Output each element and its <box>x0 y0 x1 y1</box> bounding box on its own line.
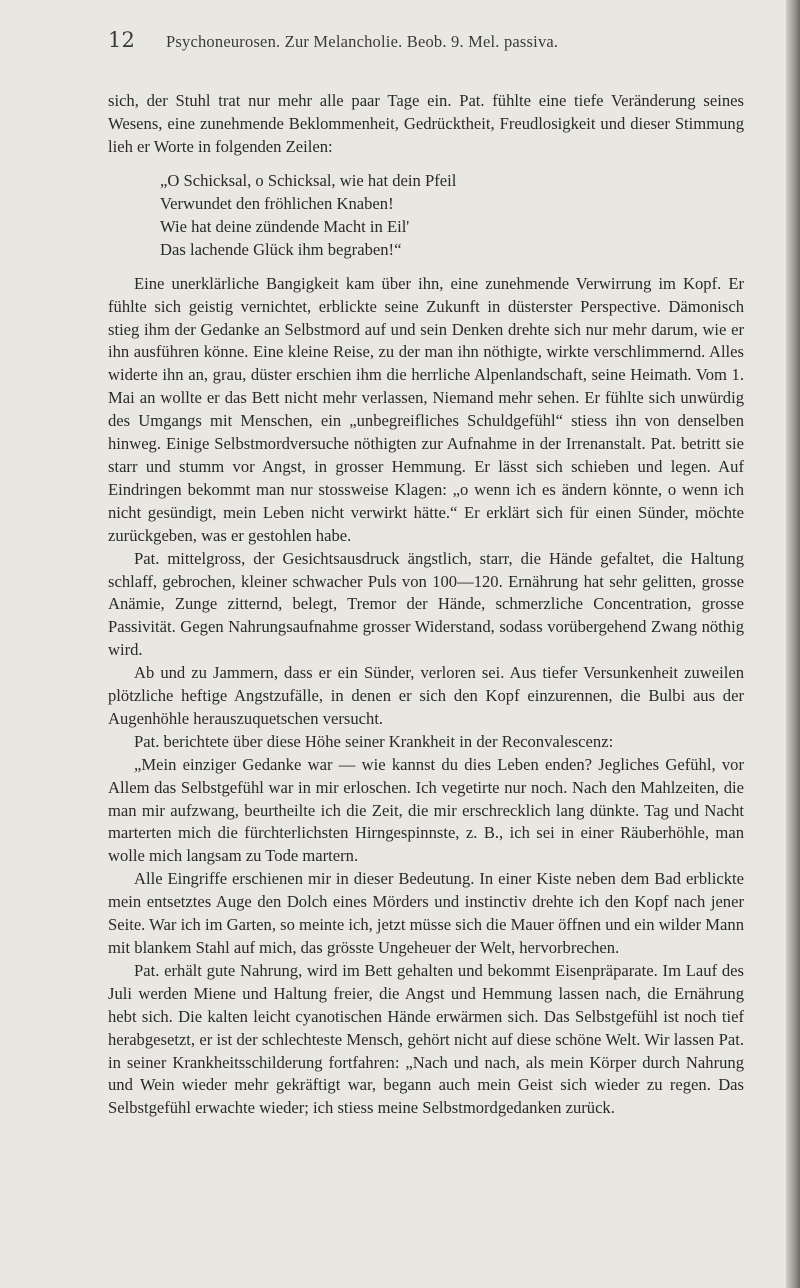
page-edge-shadow <box>786 0 800 1288</box>
poem-line: Wie hat deine zündende Macht in Eil' <box>160 216 410 236</box>
poem-line: Das lachende Glück ihm begraben!“ <box>160 239 402 259</box>
running-title: Psychoneurosen. Zur Melancholie. Beob. 9. Mel. passiva. <box>166 32 559 51</box>
page-header <box>108 28 744 52</box>
paragraph: Ab und zu Jammern, dass er ein Sünder, verloren sei. Aus tiefer Versunkenheit zuweilen plötzliche heftige Angstzufälle, in denen er sich den Kopf einzurennen, die Bulbi aus der Augenhöhle herauszuquetschen versucht. <box>108 663 744 728</box>
paragraph: Pat. erhält gute Nahrung, wird im Bett gehalten und bekommt Eisenpräparate. Im Lauf des Juli werden Miene und Haltung freier, die Angst und Hemmung lassen nach, die Ernährung hebt sich. Die kalten leicht cyanotischen Hände erwärmen sich. Das Selbstgefühl ist noch tief herabgesetzt, er ist der schlechteste Mensch, gehört nicht auf diese schöne Welt. Wir lassen Pat. in seiner Krankheitsschilderung fortfahren: „Nach und nach, als mein Körper durch Nahrung und Wein wieder mehr gekräftigt war, begann auch mein Geist sich wieder zu regen. Das Selbstgefühl erwachte wieder; ich stiess meine Selbstmordgedanken zurück. <box>108 960 744 1118</box>
poem <box>160 169 744 261</box>
page-body <box>108 90 744 1120</box>
paragraph: „Mein einziger Gedanke war — wie kannst du dies Leben enden? Jegliches Gefühl, vor Allem das Selbstgefühl war in mir erloschen. Ich vegetirte nur noch. Nach den Mahlzeiten, die man mir aufzwang, beurtheilte ich die Zeit, die mir erschrecklich lang dünkte. Tag und Nacht marterten mich die fürchterlichsten Hirngespinnste, z. B., ich sei in einer Räuberhöhle, man wolle mich langsam zu Tode martern. <box>108 754 744 866</box>
page-number: 12 <box>108 28 136 52</box>
paragraph: Pat. berichtete über diese Höhe seiner Krankheit in der Reconvalescenz: <box>134 731 614 751</box>
poem-line: Verwundet den fröhlichen Knaben! <box>160 193 394 213</box>
poem-line: „O Schicksal, o Schicksal, wie hat dein Pfeil <box>160 170 457 190</box>
paragraph: Alle Eingriffe erschienen mir in dieser Bedeutung. In einer Kiste neben dem Bad erblickte mein entsetztes Auge den Dolch eines Mörders und instinctiv drehte ich den Kopf nach jener Seite. War ich im Garten, so meinte ich, jetzt müsse sich die Mauer öffnen und ein wilder Mann mit blankem Stahl auf mich, das grösste Ungeheuer der Welt, hervorbrechen. <box>108 869 744 957</box>
paragraph-intro: sich, der Stuhl trat nur mehr alle paar Tage ein. Pat. fühlte eine tiefe Veränderung seines Wesens, eine zunehmende Beklommenheit, Gedrücktheit, Freudlosigkeit und dieser Stimmung lieh er Worte in folgenden Zeilen: <box>108 91 744 156</box>
paragraph: Pat. mittelgross, der Gesichtsausdruck ängstlich, starr, die Hände gefaltet, die Haltung schlaff, gebrochen, kleiner schwacher Puls von 100—120. Ernährung hat sehr gelitten, grosse Anämie, Zunge zitternd, belegt, Tremor der Hände, schmerzliche Concentration, grosse Passivität. Gegen Nahrungsaufnahme grosser Widerstand, sodass vorübergehend Zwang nöthig wird. <box>108 548 744 660</box>
paragraph: Eine unerklärliche Bangigkeit kam über ihn, eine zunehmende Verwirrung im Kopf. Er fühlte sich geistig vernichtet, erblickte seine Zukunft in düsterster Perspective. Dämonisch stieg ihm der Gedanke an Selbstmord auf und sein Denken drehte sich nur mehr darum, wie er ihn ausführen könne. Eine kleine Reise, zu der man ihn nöthigte, wirkte verschlimmernd. Alles widerte ihn an, grau, düster erschien ihm die herrliche Alpenlandschaft, seine Heimath. Vom 1. Mai an wollte er das Bett nicht mehr verlassen, Niemand mehr sehen. Er fühlte sich unwürdig des Umgangs mit Menschen, ein „unbegreifliches Schuldgefühl“ stiess ihn von denselben hinweg. Einige Selbstmordversuche nöthigten zur Aufnahme in der Irrenanstalt. Pat. betritt sie starr und stumm vor Angst, in grosser Hemmung. Er lässt sich schieben und legen. Auf Eindringen bekommt man nur stossweise Klagen: „o wenn ich es ändern könnte, o wenn ich nicht gesündigt, mein Leben nicht verwirkt hätte.“ Er erklärt sich für einen Sünder, möchte zurückgeben, was er gestohlen habe. <box>108 273 744 545</box>
